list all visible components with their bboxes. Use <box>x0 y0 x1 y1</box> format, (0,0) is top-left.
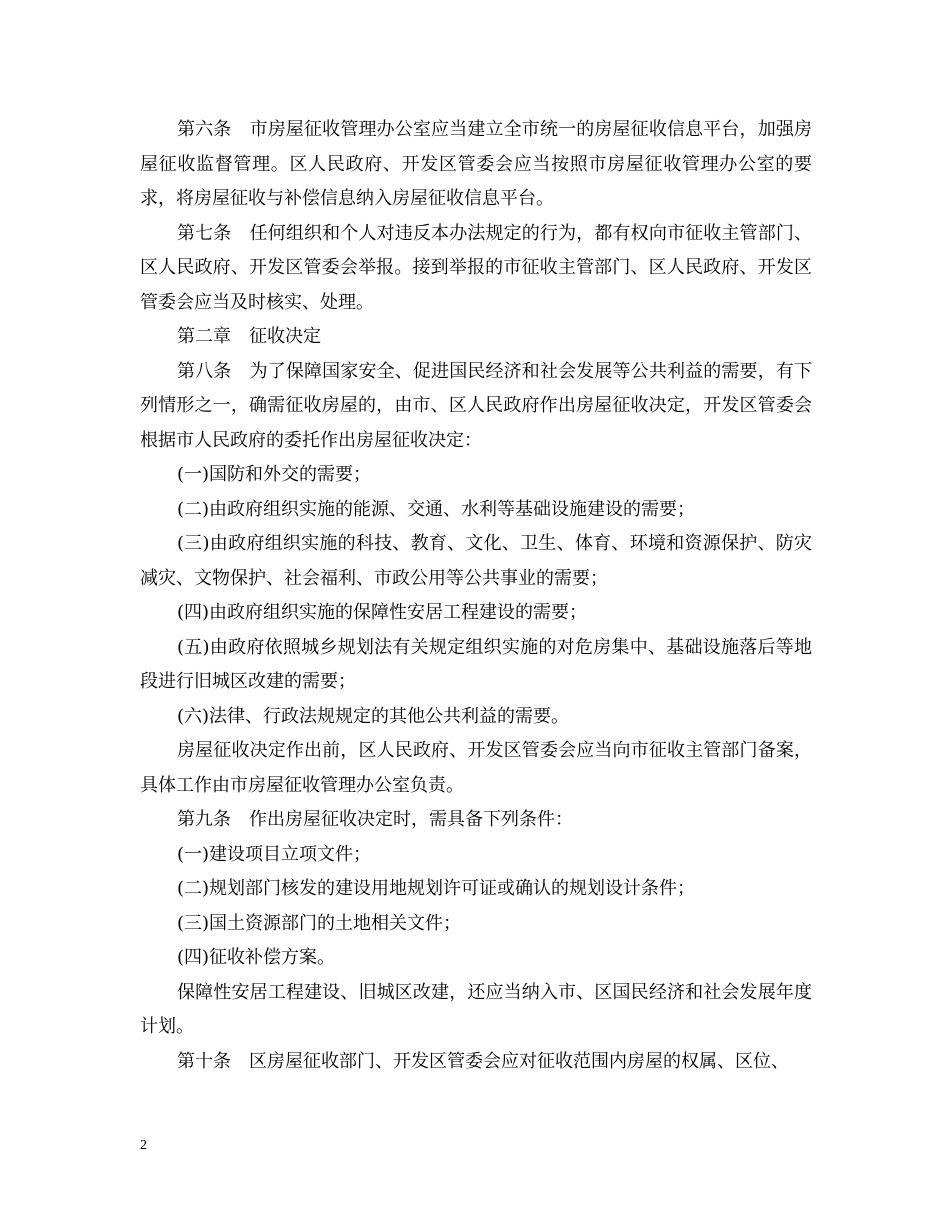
article-9-item-4: (四)征收补偿方案。 <box>177 947 336 968</box>
article-8-item-2: (二)由政府组织实施的能源、交通、水利等基础设施建设的需要； <box>177 498 696 520</box>
article-9-item-3: (三)国土资源部门的土地相关文件； <box>177 912 462 934</box>
article-9-paragraph: 第九条 作出房屋征收决定时，需具备下列条件： <box>177 809 573 830</box>
chapter-2-heading: 第二章 征收决定 <box>177 326 321 347</box>
article-9-item-1: (一)建设项目立项文件； <box>177 843 372 865</box>
article-9-plan-paragraph: 保障性安居工程建设、旧城区改建，还应当纳入市、区国民经济和社会发展年度计划。 <box>140 981 812 1037</box>
document-body <box>140 113 812 1079</box>
article-8-filing-paragraph: 房屋征收决定作出前，区人民政府、开发区管委会应当向市征收主管部门备案，具体工作由市房屋征收管理办公室负责。 <box>140 740 812 796</box>
article-10-paragraph: 第十条 区房屋征收部门、开发区管委会应对征收范围内房屋的权属、区位、 <box>177 1050 789 1072</box>
article-8-item-1: (一)国防和外交的需要； <box>177 464 372 485</box>
article-8-item-4: (四)由政府组织实施的保障性安居工程建设的需要； <box>177 602 588 623</box>
article-7-paragraph: 第七条 任何组织和个人对违反本办法规定的行为，都有权向市征收主管部门、区人民政府、开发区管委会举报。接到举报的市征收主管部门、区人民政府、开发区管委会应当及时核实、处理。 <box>140 222 812 313</box>
article-8-item-3: (三)由政府组织实施的科技、教育、文化、卫生、体育、环境和资源保护、防灾减灾、文物保护、社会福利、市政公用等公共事业的需要； <box>140 533 812 589</box>
article-8-item-6: (六)法律、行政法规规定的其他公共利益的需要。 <box>177 705 570 727</box>
article-6-paragraph: 第六条 市房屋征收管理办公室应当建立全市统一的房屋征收信息平台，加强房屋征收监督管理。区人民政府、开发区管委会应当按照市房屋征收管理办公室的要求，将房屋征收与补偿信息纳入房屋征收信息平台。 <box>140 119 812 209</box>
article-8-paragraph: 第八条 为了保障国家安全、促进国民经济和社会发展等公共利益的需要，有下列情形之一，确需征收房屋的，由市、区人民政府作出房屋征收决定，开发区管委会根据市人民政府的委托作出房屋征收决定： <box>140 360 812 451</box>
article-9-item-2: (二)规划部门核发的建设用地规划许可证或确认的规划设计条件； <box>177 878 696 899</box>
article-8-item-5: (五)由政府依照城乡规划法有关规定组织实施的对危房集中、基础设施落后等地段进行旧城区改建的需要； <box>140 636 812 692</box>
page-number: 2 <box>140 1138 147 1153</box>
